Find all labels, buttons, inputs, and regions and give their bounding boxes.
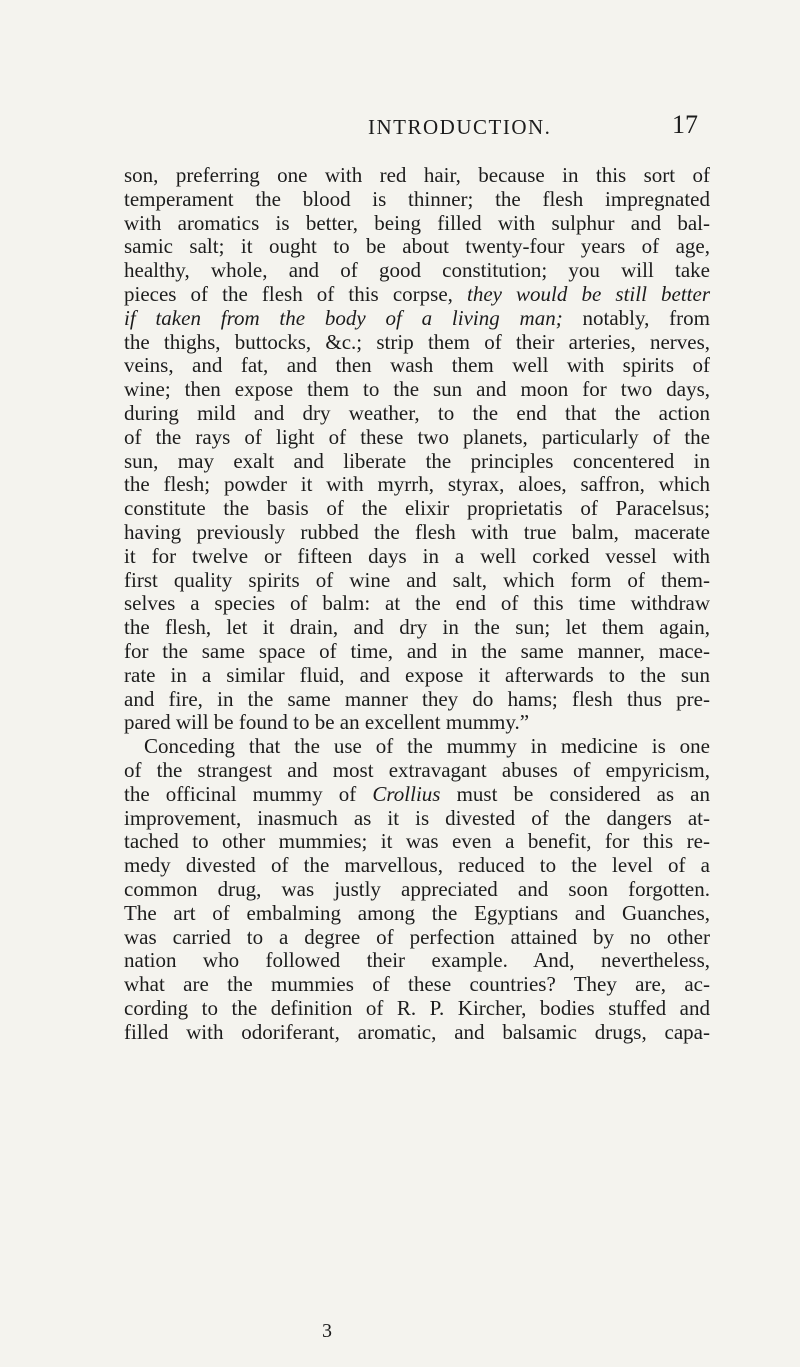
text-segment: constitute the basis of the elixir proprietatis of Paracelsus;	[124, 496, 710, 521]
text-line	[124, 664, 710, 688]
text-segment: the officinal mummy of	[124, 781, 373, 806]
text-segment: sun, may exalt and liberate the principles concentered in	[124, 448, 710, 473]
text-line	[124, 807, 710, 831]
text-segment: was carried to a degree of perfection attained by no other	[124, 924, 710, 949]
text-line	[124, 569, 710, 593]
text-line	[124, 354, 710, 378]
text-line	[124, 378, 710, 402]
text-segment: it for twelve or fifteen days in a well corked vessel with	[124, 543, 710, 568]
text-segment: veins, and fat, and then wash them well with spirits of	[124, 353, 710, 378]
text-segment: wine; then expose them to the sun and moon for two days,	[124, 377, 710, 402]
text-segment: healthy, whole, and of good constitution; you will take	[124, 258, 710, 283]
text-line	[124, 1021, 710, 1045]
text-line	[124, 973, 710, 997]
text-segment: improvement, inasmuch as it is divested of the dangers at-	[124, 805, 710, 830]
text-segment: tached to other mummies; it was even a benefit, for this re-	[124, 829, 710, 854]
text-segment: must be considered as an	[440, 781, 710, 806]
text-line	[124, 688, 710, 712]
running-head: INTRODUCTION.	[368, 115, 552, 139]
text-line	[124, 640, 710, 664]
text-line	[124, 402, 710, 426]
text-segment: for the same space of time, and in the same manner, mace-	[124, 638, 710, 663]
text-line	[124, 307, 710, 331]
text-line	[124, 878, 710, 902]
text-line	[124, 259, 710, 283]
text-segment: first quality spirits of wine and salt, which form of them-	[124, 567, 710, 592]
text-line	[124, 830, 710, 854]
text-line	[124, 497, 710, 521]
text-line	[124, 545, 710, 569]
text-segment: of the rays of light of these two planets, particularly of the	[124, 424, 710, 449]
text-line	[124, 616, 710, 640]
italic-text: Crollius	[372, 781, 441, 806]
text-segment: during mild and dry weather, to the end that the action	[124, 400, 710, 425]
text-line	[124, 783, 710, 807]
text-segment: notably, from	[562, 305, 710, 330]
text-line	[124, 949, 710, 973]
text-segment: selves a species of balm: at the end of this time withdraw	[124, 591, 710, 616]
text-segment: with aromatics is better, being filled with sulphur and bal-	[124, 210, 710, 235]
text-segment: the thighs, buttocks, &c.; strip them of their arteries, nerves,	[124, 329, 710, 354]
text-segment: The art of embalming among the Egyptians and Guanches,	[124, 900, 710, 925]
text-segment: of the strangest and most extravagant abuses of empyricism,	[124, 757, 710, 782]
text-line	[124, 521, 710, 545]
text-line	[124, 473, 710, 497]
text-line	[124, 188, 710, 212]
text-segment: and fire, in the same manner they do hams; flesh thus pre-	[124, 686, 710, 711]
text-segment: son, preferring one with red hair, because in this sort of	[124, 163, 710, 187]
text-line	[124, 212, 710, 236]
text-segment: rate in a similar fluid, and expose it afterwards to the sun	[124, 662, 710, 687]
text-segment: common drug, was justly appreciated and soon forgotten.	[124, 876, 710, 901]
text-line	[124, 235, 710, 259]
text-segment: samic salt; it ought to be about twenty-four years of age,	[124, 234, 710, 259]
text-line	[124, 450, 710, 474]
text-line	[124, 331, 710, 355]
text-line	[124, 592, 710, 616]
italic-text: they would be still better	[466, 281, 710, 306]
text-segment: medy divested of the marvellous, reduced to the level of a	[124, 853, 710, 878]
text-line	[124, 426, 710, 450]
body-text	[124, 164, 710, 1044]
page-number: 17	[672, 110, 698, 139]
text-line	[124, 735, 710, 759]
italic-text: if taken from the body of a living man;	[124, 305, 563, 330]
text-line	[124, 926, 710, 950]
text-line	[124, 711, 710, 735]
text-segment: what are the mummies of these countries? They are, ac-	[124, 972, 710, 997]
text-segment: the flesh, let it drain, and dry in the sun; let them again,	[124, 615, 710, 640]
text-segment: Conceding that the use of the mummy in medicine is one	[144, 734, 710, 759]
text-line	[124, 283, 710, 307]
text-line	[124, 997, 710, 1021]
text-line	[124, 164, 710, 188]
text-segment: nation who followed their example. And, nevertheless,	[124, 948, 710, 973]
signature-mark: 3	[322, 1320, 332, 1342]
text-segment: pieces of the flesh of this corpse,	[124, 281, 467, 306]
text-segment: cording to the definition of R. P. Kircher, bodies stuffed and	[124, 995, 710, 1020]
text-line	[124, 759, 710, 783]
text-segment: temperament the blood is thinner; the flesh impregnated	[124, 186, 710, 211]
text-line	[124, 854, 710, 878]
text-segment: having previously rubbed the flesh with true balm, macerate	[124, 519, 710, 544]
text-segment: pared will be found to be an excellent mummy.”	[124, 710, 530, 735]
text-segment: the flesh; powder it with myrrh, styrax, aloes, saffron, which	[124, 472, 710, 497]
text-segment: filled with odoriferant, aromatic, and balsamic drugs, capa-	[124, 1019, 710, 1044]
text-line	[124, 902, 710, 926]
